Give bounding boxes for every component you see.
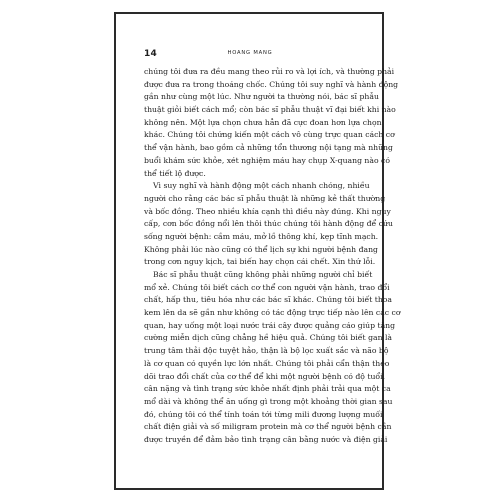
text-line: được truyền để đảm bảo tình trạng cân bằng nước và điện giải	[144, 434, 388, 444]
page-body	[144, 66, 401, 447]
text-line: cường miễn dịch cũng chẳng hề hiệu quả. Chúng tôi biết gan là	[144, 333, 393, 343]
text-line: đó, chúng tôi có thể tính toán tới từng mili đương lượng muối	[144, 409, 383, 419]
text-line: không nên. Một lựa chọn chưa hẳn đã cực đoan hơn lựa chọn	[144, 117, 382, 127]
text-line: kem lên da sẽ gần như không có tác động trực tiếp nào lên các cơ	[144, 308, 401, 318]
text-line: quan, hay uống một loại nước trái cây được quảng cáo giúp tăng	[144, 320, 396, 330]
text-line: là cơ quan có quyền lực lớn nhất. Chúng tôi phải cẩn thận theo	[144, 358, 390, 368]
paragraph-first-line: Vì suy nghĩ và hành động một cách nhanh chóng, nhiều	[153, 181, 370, 191]
running-head: HOANG MANG	[227, 50, 273, 56]
text-line: cấp, cơn bốc đồng nổi lên thôi thúc chúng tôi hành động để cứu	[144, 219, 393, 229]
text-line: trung tâm thải độc tuyệt hảo, thận là bộ lọc xuất sắc và não bộ	[144, 346, 389, 356]
text-line: chất điện giải và số miligram protein mà cơ thể người bệnh cần	[144, 422, 392, 432]
text-line: cân nặng và tình trạng sức khỏe nhất định phải trải qua một ca	[144, 384, 391, 394]
paragraph-first-line: Bác sĩ phẫu thuật cũng không phải những người chỉ biết	[153, 270, 373, 279]
text-line: chất, hấp thu, tiêu hóa như các bác sĩ khác. Chúng tôi biết thoa	[144, 295, 392, 305]
text-line: và bốc đồng. Theo nhiều khía cạnh thì điều này đúng. Khi nguy	[144, 206, 391, 216]
text-line: dõi trao đổi chất của cơ thể để khi một người bệnh có độ tuổi,	[144, 371, 386, 381]
page-number: 14	[144, 49, 157, 59]
text-line: mổ xẻ. Chúng tôi biết cách cơ thể con người vận hành, trao đổi	[144, 282, 390, 292]
text-line: buổi khám sức khỏe, xét nghiệm máu hay chụp X-quang nào có	[144, 155, 390, 165]
paragraph-end-line: trong cơn nguy kịch, tai biến hay chọn cái chết. Xin thứ lỗi.	[144, 257, 376, 267]
text-line: thuật giỏi biết cách mổ; còn bác sĩ phẫu thuật vĩ đại biết khi nào	[144, 105, 396, 115]
text-line: mổ dài và không thể ăn uống gì trong một khoảng thời gian sau	[144, 396, 393, 406]
text-line: khác. Chúng tôi chứng kiến một cách vô cùng trực quan cách cơ	[144, 130, 395, 140]
paragraph-end-line: thể tiết lộ được.	[144, 168, 206, 178]
text-line: gần như cùng một lúc. Như người ta thường nói, bác sĩ phẫu	[144, 92, 379, 102]
text-line: sống người bệnh: cầm máu, mở lồ thông khí, kẹp tĩnh mạch.	[144, 231, 379, 241]
text-line: thể vận hành, bao gồm cả những tổn thương nội tạng mà những	[144, 143, 393, 153]
text-line: người cho rằng các bác sĩ phẫu thuật là những kẻ thất thường	[144, 193, 386, 203]
text-line: được đưa ra trong thoáng chốc. Chúng tôi suy nghĩ và hành động	[144, 79, 399, 89]
text-line: Không phải lúc nào cũng có thể lịch sự khi người bệnh đang	[144, 244, 378, 254]
text-line: chúng tôi đưa ra đều mang theo rủi ro và lợi ích, và thường phải	[144, 67, 395, 76]
